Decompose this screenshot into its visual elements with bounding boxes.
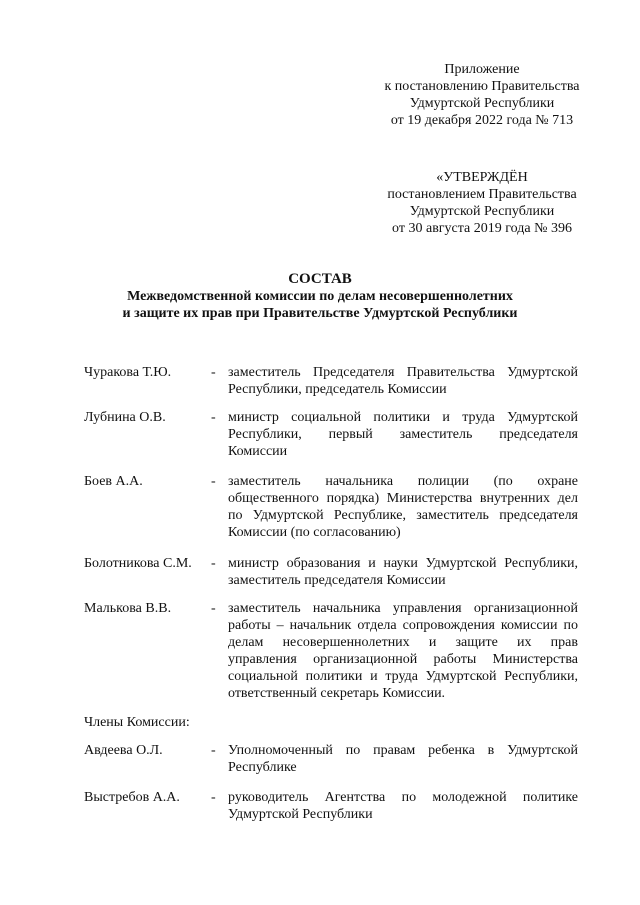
approved-line: постановлением Правительства bbox=[387, 187, 577, 202]
title-heading: СОСТАВ bbox=[288, 271, 352, 287]
description-line: Удмуртской Республики bbox=[228, 807, 373, 822]
member-name: Чуракова Т.Ю. bbox=[84, 365, 172, 380]
member-name: Авдеева О.Л. bbox=[84, 743, 163, 758]
members-section-label: Члены Комиссии: bbox=[84, 715, 190, 730]
appendix-header bbox=[360, 61, 604, 129]
description-line: социальной политики и труда Удмуртской Республики, bbox=[228, 669, 578, 684]
member-name: Лубнина О.В. bbox=[84, 410, 166, 425]
member-name: Малькова В.В. bbox=[84, 601, 172, 616]
member-description bbox=[228, 600, 578, 702]
member-description bbox=[228, 742, 578, 776]
description-line: Республики, председатель Комиссии bbox=[228, 382, 447, 397]
member-description bbox=[228, 789, 578, 823]
member-dash: - bbox=[211, 474, 216, 489]
appendix-line: Приложение bbox=[444, 62, 520, 77]
description-line: Комиссии (по согласованию) bbox=[228, 525, 401, 540]
description-line: общественного порядка) Министерства внутренних дел bbox=[228, 491, 578, 506]
description-line: Уполномоченный по правам ребенка в Удмуртской bbox=[228, 743, 578, 758]
member-name: Боев А.А. bbox=[84, 474, 143, 489]
description-line: министр образования и науки Удмуртской Республики, bbox=[228, 556, 578, 571]
description-line: работы – начальник отдела сопровождения комиссии по bbox=[228, 618, 578, 633]
member-dash: - bbox=[211, 365, 216, 380]
member-description bbox=[228, 364, 578, 398]
member-dash: - bbox=[211, 410, 216, 425]
member-dash: - bbox=[211, 556, 216, 571]
description-line: делам несовершеннолетних и защите их прав bbox=[228, 635, 578, 650]
description-line: управления организационной работы Министерства bbox=[228, 652, 578, 667]
appendix-line: Удмуртской Республики bbox=[409, 96, 555, 111]
member-description bbox=[228, 409, 578, 460]
appendix-line: от 19 декабря 2022 года № 713 bbox=[390, 113, 574, 128]
title-line: Межведомственной комиссии по делам несовершеннолетних bbox=[127, 289, 513, 304]
member-dash: - bbox=[211, 743, 216, 758]
approved-line: от 30 августа 2019 года № 396 bbox=[392, 221, 572, 236]
description-line: министр социальной политики и труда Удмуртской bbox=[228, 410, 578, 425]
description-line: заместитель начальника полиции (по охране bbox=[228, 474, 578, 489]
description-line: заместитель начальника управления организационной bbox=[228, 601, 578, 616]
description-line: заместитель председателя Комиссии bbox=[228, 573, 446, 588]
approved-line: «УТВЕРЖДЁН bbox=[436, 170, 528, 185]
member-dash: - bbox=[211, 790, 216, 805]
member-description bbox=[228, 555, 578, 589]
description-line: Республики, первый заместитель председателя bbox=[228, 427, 578, 442]
document-title bbox=[60, 271, 580, 322]
approved-line: Удмуртской Республики bbox=[409, 204, 555, 219]
description-line: ответственный секретарь Комиссии. bbox=[228, 686, 446, 701]
description-line: Комиссии bbox=[228, 444, 288, 459]
appendix-line: к постановлению Правительства bbox=[384, 79, 580, 94]
description-line: Республике bbox=[228, 760, 297, 775]
description-line: заместитель Председателя Правительства Удмуртской bbox=[228, 365, 578, 380]
member-description bbox=[228, 473, 578, 541]
approval-stamp-block bbox=[360, 169, 604, 237]
description-line: руководитель Агентства по молодежной политике bbox=[228, 790, 578, 805]
description-line: по Удмуртской Республике, заместитель председателя bbox=[228, 508, 578, 523]
title-line: и защите их прав при Правительстве Удмуртской Республики bbox=[122, 306, 518, 321]
member-dash: - bbox=[211, 601, 216, 616]
member-name: Выстребов А.А. bbox=[84, 790, 180, 805]
member-name: Болотникова С.М. bbox=[84, 556, 192, 571]
